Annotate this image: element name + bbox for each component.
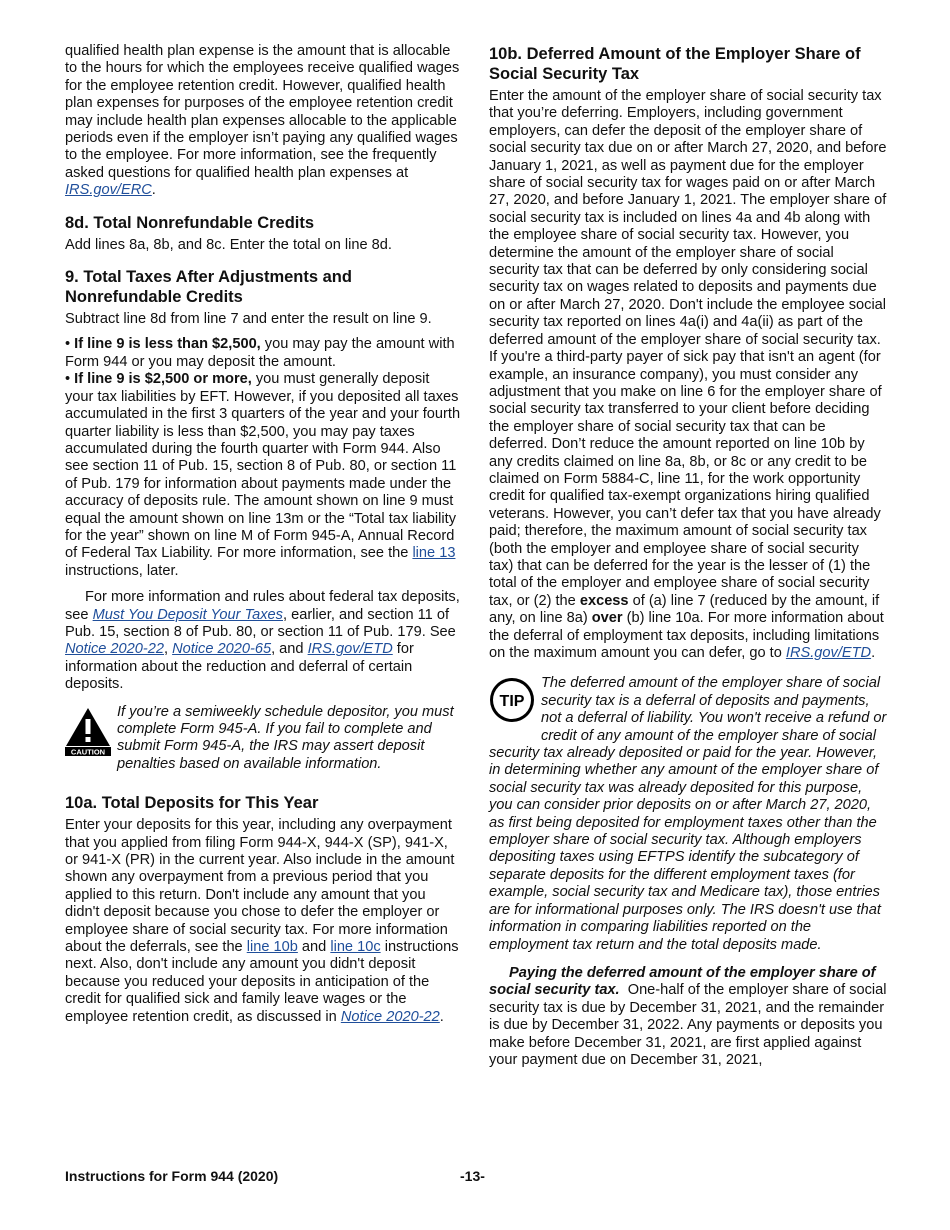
caution-icon [65,706,111,761]
link-irs-etd[interactable]: IRS.gov/ETD [307,641,393,658]
paragraph-qualified-health-plan: qualified health plan expense is the amount that is allocable to the hours for which the employees receive qualified wages for the employee retention credit. However, qualified health plan expenses for purposes of the employee retention credit may include health plan expenses allocable to the applicable periods even if the employer isn’t paying any qualified wages to the employee. For more information, see the frequently asked questions for qualified health plan expenses at IRS.gov/ERC. [65,43,460,199]
bullet-2500-or-more: • If line 9 is $2,500 or more, you must generally deposit your tax liabilities by EFT. However, if you deposited all taxes accumulated in the first 3 quarters of the year and your fourth quarter liability is less than $2,500, you may pay taxes accumulated during the fourth quarter with Form 944. Also see section 11 of Pub. 15, section 8 of Pub. 80, or section 11 of Pub. 179 for information about payments made under the accuracy of deposits rule. The amount shown on line 9 must equal the amount shown on line 13m or the “Total tax liability for the year” shown on line M of Form 945-A, Annual Record of Federal Tax Liability. For more information, see the line 13 instructions, later. [65,371,461,579]
tip-text: The deferred amount of the employer share of social security tax is a deferral of deposits and payments, not a deferral of liability. You won't receive a refund or credit of any amount of the employer share of social security tax already deposited or paid for the year. However, in determining whether any amount of the employer share of social security tax was already deposited for this purpose, you can consider prior deposits on or after March 27, 2020, as first being deposited for employment taxes other than the employer share of social security tax. Although employers depositing taxes using EFTPS identify the subcategory of separate deposits for the different employment taxes (for example, social security tax and Medicare tax), those entries are for informational purposes only. The IRS doesn't use that information in comparing liabilities reported on the employment tax return and the total deposits made. [489,675,887,953]
heading-10b: 10b. Deferred Amount of the Employer Share of Social Security Tax [489,45,861,83]
caution-label: CAUTION [70,747,106,756]
bullet-less-than-2500: • If line 9 is less than $2,500, you may pay the amount with Form 944 or you may deposit the amount. [65,336,455,370]
link-notice-2020-65[interactable]: Notice 2020-65 [172,641,272,658]
right-column [489,44,887,1069]
link-irs-etd-right[interactable]: IRS.gov/ETD [785,645,872,661]
tip-icon [489,677,535,728]
tip-note [489,675,887,954]
link-notice-2020-22-b[interactable]: Notice 2020-22 [340,1008,440,1025]
link-notice-2020-22[interactable]: Notice 2020-22 [65,641,164,658]
paragraph-more-info-deposits: For more information and rules about federal tax deposits, see Must You Deposit Your Taxes, earlier, and section 11 of Pub. 15, section 8 of Pub. 80, or section 11 of Pub. 179. See Notice 2020-22, Notice 2020-65, and IRS.gov/ETD for information about the reduction and deferral of certain deposits. [65,589,460,693]
link-line-10b[interactable]: line 10b [246,939,298,956]
page-footer [65,1168,887,1184]
link-line-13[interactable]: line 13 [412,545,456,562]
footer-form-title: Instructions for Form 944 (2020) [65,1168,279,1184]
caution-text: If you’re a semiweekly schedule depositor, you must complete Form 945-A. If you fail to complete and submit Form 945-A, the IRS may assert deposit penalties based on available information. [117,703,454,772]
left-column [65,43,461,1026]
heading-8d: 8d. Total Nonrefundable Credits [65,213,315,232]
heading-9: 9. Total Taxes After Adjustments and Nonrefundable Credits [65,268,352,307]
paragraph-9: Subtract line 8d from line 7 and enter the result on line 9. [65,311,432,328]
caution-note [65,704,461,774]
link-must-you-deposit[interactable]: Must You Deposit Your Taxes [92,606,283,623]
tip-label: TIP [499,693,525,711]
heading-10a: 10a. Total Deposits for This Year [65,794,319,813]
paragraph-paying-deferred: Paying the deferred amount of the employer share of social security tax. One-half of the employer share of social security tax is due by December 31, 2021, and the remainder is due by December 31, 2022. Any payments or deposits you make before December 31, 2021, are first applied against your payment due on December 31, 2021, [489,964,887,1068]
footer-page-number: -13- [460,1168,485,1184]
paragraph-10b: Enter the amount of the employer share of social security tax that you’re deferring. Employers, including government employers, can defer the deposit of the employer share of social security tax due on or after March 27, 2020, and before January 1, 2021, as well as payment due for the employer share of social security tax for wages paid on or after March 27, 2020, and before January 1, 2021. The employer share of social security tax is included on lines 4a and 4b along with the employee share of social security tax. However, you determine the amount of the employer share of social security tax that can be deferred by only considering social security tax on wages related to deposits and payments due on or after March 27, 2020. Don't include the employee social security tax reported on lines 4a(i) and 4a(ii) as part of the deferred amount of the employer share of social security tax. If you're a third-party payer of sick pay that isn't an agent (for example, an insurance company), you must consider any adjustment that you make on line 6 for the employer share of social security tax transferred to your client before deciding the employer share of social security tax that can be deferred. Don’t reduce the amount reported on line 10b by any credits claimed on line 8a, 8b, or 8c or any credit to be claimed on Form 5884-C, line 11, for the work opportunity credit for qualified tax-exempt organizations hiring qualified veterans. However, you can’t defer tax that you have already paid; therefore, the maximum amount of social security tax (both the employer and employee share of social security tax) that can be deferred for the year is the lesser of (1) the total of the employer and employee share of social security tax, or (2) the excess of (a) line 7 (reduced by the amount, if any, on line 8a) over (b) line 10a. For more information about the deferral of employment tax deposits, including limitations on the maximum amount you can defer, go to IRS.gov/ETD. [489,88,887,661]
link-line-10c[interactable]: line 10c [330,939,381,956]
paragraph-10a: Enter your deposits for this year, including any overpayment that you applied from filing Form 944-X, 944-X (SP), 941-X, or 941-X (PR) in the current year. Also include in the amount shown any overpayment from a previous period that you applied to this return. Don't include any amount that you didn't deposit because you chose to defer the employer or employee share of social security tax. For more information about the deferrals, see the line 10b and line 10c instructions next. Also, don't include any amount you didn't deposit because you reduced your deposits in anticipation of the credit for qualified sick and family leave wages or the employee retention credit, as discussed in Notice 2020-22. [65,817,459,1025]
paragraph-8d: Add lines 8a, 8b, and 8c. Enter the total on line 8d. [65,236,392,253]
link-irs-erc[interactable]: IRS.gov/ERC [65,182,152,199]
